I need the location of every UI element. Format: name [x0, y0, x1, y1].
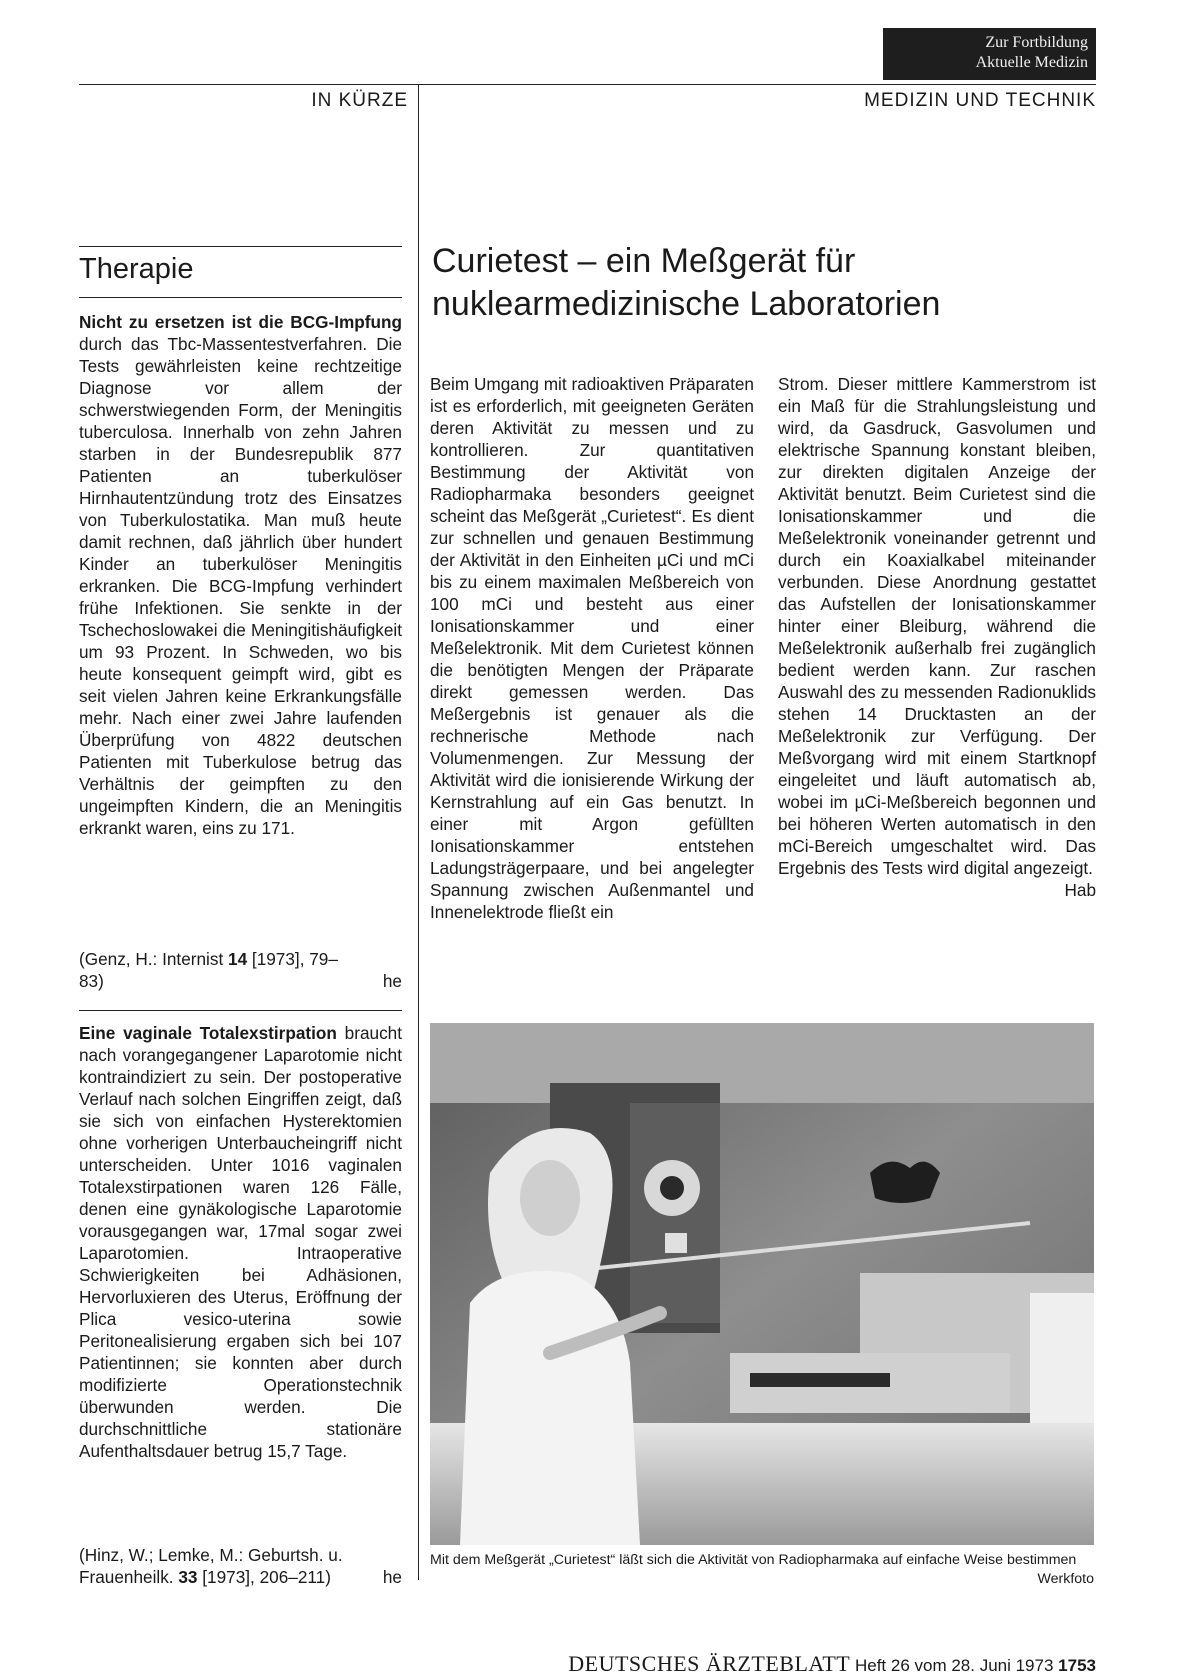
- reference-part: [1973], 79–: [247, 949, 338, 969]
- brief-item-2-text: braucht nach vorangegangener Laparotomie nicht kontraindiziert zu sein. Der postoperative Verlauf nach solchen Eingriffen zeigt, daß sie sich von einfachen Hysterektomien ohne vorherigen Unterbaucheingriff nicht unterscheiden. Unter 1016 vaginalen Totalexstirpationen waren 126 Fälle, denen eine gynäkologische Laparotomie vorausgegangen war, 17mal sogar zwei Laparotomien. Intraoperative Schwierigkeiten bei Adhäsionen, Hervorluxieren des Uterus, Eröffnung der Plica vesico-uterina sowie Peritonealisierung ergaben sich bei 107 Patientinnen; sie konnten aber durch modifizierte Operationstechnik überwunden werden. Die durchschnittliche stationäre Aufenthaltsdauer betrug 15,7 Tage.: [79, 1023, 402, 1461]
- reference-line-2: [79, 1566, 402, 1588]
- page-number: 1753: [1058, 1656, 1096, 1675]
- section-badge: [883, 28, 1096, 80]
- journal-name: DEUTSCHES ÄRZTEBLATT: [568, 1651, 851, 1676]
- brief-item-2-reference: [79, 1544, 402, 1588]
- section-label-right: MEDIZIN UND TECHNIK: [864, 90, 1096, 111]
- reference-part: Frauenheilk.: [79, 1567, 179, 1587]
- brief-item-1: [79, 311, 402, 839]
- headline-line-2: nuklearmedizinische Laboratorien: [432, 285, 941, 323]
- photo-illustration: [430, 1023, 1094, 1545]
- reference-author: he: [382, 971, 402, 991]
- brief-item-1-reference: [79, 948, 402, 992]
- caption-text: Mit dem Meßgerät „Curietest“ läßt sich die Aktivität von Radiopharmaka auf einfache Weise bestimmen: [430, 1552, 1077, 1568]
- page-footer: [475, 1651, 1096, 1677]
- photo-caption: [430, 1551, 1094, 1589]
- badge-line-1: Zur Fortbildung: [985, 34, 1088, 51]
- reference-part: 83): [79, 971, 104, 991]
- brief-item-2: [79, 1022, 402, 1462]
- article-column-2-text: Strom. Dieser mittlere Kammerstrom ist ein Maß für die Strahlungsleistung und wird, da Gasdruck, Gasvolumen und elektrische Spannung konstant bleiben, zur direkten digitalen Anzeige der Aktivität benutzt. Beim Curietest sind die Ionisationskammer und die Meßelektronik voneinander getrennt und durch ein Koaxialkabel miteinander verbunden. Diese Anordnung gestattet das Aufstellen der Ionisationskammer hinter einer Bleiburg, während die Meßelektronik außerhalb frei zugänglich bedient werden kann. Zur raschen Auswahl des zu messenden Radionuklids stehen 14 Drucktasten an der Meßelektronik zur Verfügung. Der Meßvorgang wird mit einem Startknopf eingeleitet und läuft automatisch ab, wobei im µCi-Meßbereich begonnen und bei höheren Werten automatisch in den mCi-Bereich umgeschaltet wird. Das Ergebnis des Tests wird digital angezeigt.: [778, 374, 1096, 878]
- reference-author: he: [382, 1567, 402, 1587]
- badge-line-2: Aktuelle Medizin: [975, 54, 1088, 71]
- article-column-1: Beim Umgang mit radioaktiven Präparaten ist es erforderlich, mit geeigneten Geräten deren Aktivität zu messen und zu kontrollieren. Zur quantitativen Bestimmung der Aktivität von Radiopharmaka besonders geeignet scheint das Meßgerät „Curietest“. Es dient zur schnellen und genauen Bestimmung der Aktivität in den Einheiten µCi und mCi bis zu einem maximalen Meßbereich von 100 mCi und besteht aus einer Ionisationskammer und einer Meßelektronik. Mit dem Curietest können die benötigten Mengen der Präparate direkt gemessen werden. Das Meßergebnis ist genauer als die rechnerische Methode nach Volumenmengen. Zur Messung der Aktivität wird die ionisierende Wirkung der Kernstrahlung auf ein Gas benutzt. In einer mit Argon gefüllten Ionisationskammer entstehen Ladungsträgerpaare, und bei angelegter Spannung zwischen Außenmantel und Innenelektrode fließt ein: [430, 374, 754, 922]
- heading-rule-bottom: [79, 297, 402, 298]
- article-column-2: [778, 373, 1096, 901]
- reference-part: [1973], 206–211): [197, 1567, 331, 1587]
- column-divider: [418, 84, 419, 1580]
- issue-info: Heft 26 vom 28. Juni 1973: [854, 1656, 1054, 1675]
- reference-volume: 33: [178, 1567, 198, 1587]
- reference-part: (Genz, H.: Internist: [79, 949, 229, 969]
- item-separator: [79, 1010, 402, 1011]
- reference-line-1: [79, 948, 402, 970]
- headline-line-1: Curietest – ein Meßgerät für: [432, 242, 856, 280]
- top-rule: [79, 84, 1096, 85]
- reference-volume: 14: [228, 949, 248, 969]
- column-heading: Therapie: [79, 253, 194, 285]
- heading-rule-top: [79, 246, 402, 247]
- brief-item-2-lead: Eine vaginale Totalexstirpation: [79, 1023, 337, 1043]
- reference-line-2: [79, 970, 402, 992]
- article-photo: [430, 1023, 1094, 1545]
- article-author: Hab: [1064, 880, 1096, 900]
- reference-line-1: [79, 1544, 402, 1566]
- brief-item-1-lead: Nicht zu ersetzen ist die BCG-Impfung: [79, 312, 402, 332]
- section-label-left: IN KÜRZE: [311, 90, 408, 111]
- article-headline: [432, 240, 1092, 326]
- photo-credit: Werkfoto: [1037, 1571, 1094, 1587]
- reference-part: (Hinz, W.; Lemke, M.: Geburtsh. u.: [79, 1545, 343, 1565]
- brief-item-1-text: durch das Tbc-Massentestverfahren. Die Tests gewährleisten keine rechtzeitige Diagnose vor allem der schwerstwiegenden Form, der Meningitis tuberculosa. Innerhalb von zehn Jahren starben in der Bundesrepublik 877 Patienten an tuberkulöser Hirnhautentzündung trotz des Einsatzes von Tuberkulostatika. Man muß heute damit rechnen, daß jährlich über hundert Kinder an tuberkulöser Meningitis erkranken. Die BCG-Impfung verhindert frühe Infektionen. Sie senkte in der Tschechoslowakei die Meningitishäufigkeit um 93 Prozent. In Schweden, wo bis heute konsequent geimpft wird, gibt es seit vielen Jahren keine Erkrankungsfälle mehr. Nach einer zwei Jahre laufenden Überprüfung von 4822 deutschen Patienten mit Tuberkulose betrug das Verhältnis der geimpften zu den ungeimpften Kindern, die an Meningitis erkrankt waren, eins zu 171.: [79, 334, 402, 838]
